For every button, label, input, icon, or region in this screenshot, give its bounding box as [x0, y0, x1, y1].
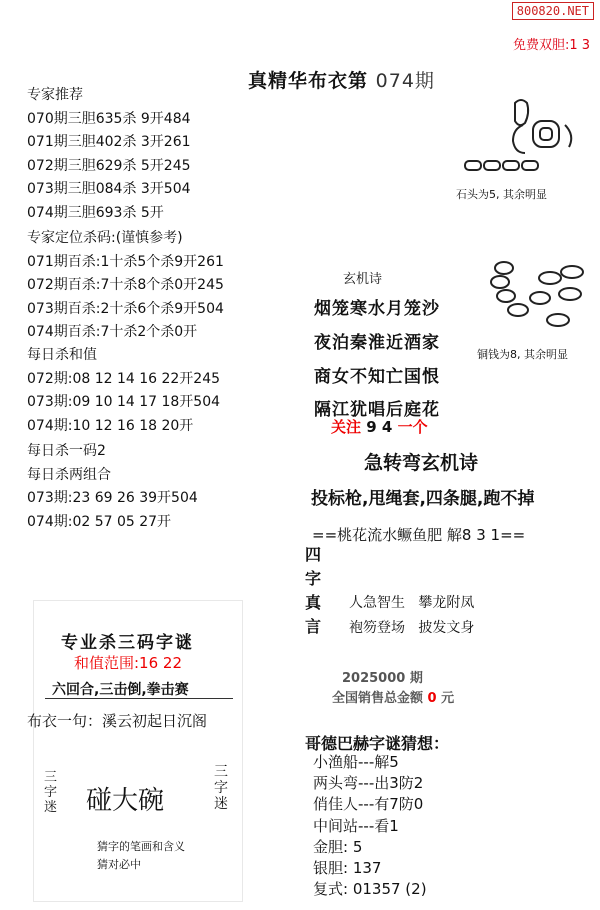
divider: [45, 698, 233, 699]
mystic-line: 隔江犹唱后庭花: [314, 400, 440, 420]
title-issue: 074期: [375, 70, 435, 92]
side-label-left: [44, 770, 57, 815]
daily-sum-line: 074期:10 12 16 18 20开: [27, 417, 194, 434]
daily-one-text: 每日杀一码2: [27, 443, 106, 459]
daily-two-line: 073期:23 69 26 39开504: [27, 490, 198, 506]
expert-line: 073期三胆084杀 3开504: [27, 181, 191, 197]
expert-heading: 专家推荐: [27, 87, 83, 103]
position-kill-line: 074期百杀:7十杀2个杀0开: [27, 324, 198, 340]
expert-section: [27, 84, 191, 225]
stone-shape: [513, 125, 525, 153]
coin-shape: [539, 272, 561, 284]
coin-shape: [491, 276, 509, 288]
mystic-focus: [331, 416, 428, 437]
title-text: 真精华布衣第: [248, 70, 369, 92]
four-word-char: 四: [305, 545, 322, 564]
four-word-char: 字: [305, 569, 322, 588]
sales-total: [332, 687, 454, 706]
goethe-line: 两头弯---出3防2: [313, 774, 424, 793]
expert-line: 074期三胆693杀 5开: [27, 204, 164, 221]
mystic-line: 烟笼寒水月笼沙: [314, 299, 440, 319]
daily-sum-line: 073期:09 10 14 17 18开504: [27, 394, 221, 410]
turn-poem-line: 投标枪,甩绳套,四条腿,跑不掉: [311, 489, 535, 509]
mystic-heading: 玄机诗: [343, 272, 383, 287]
riddle-center-word: 碰大碗: [86, 786, 165, 816]
position-kill-section: [27, 227, 224, 345]
expert-line: 071期三胆402杀 3开261: [27, 134, 191, 150]
daily-two-line: 074期:02 57 05 27开: [27, 513, 172, 530]
goethe-line: 中间站---看1: [313, 816, 399, 835]
stone-shape: [515, 100, 528, 125]
four-word-row: [349, 617, 474, 637]
pro-riddle-range: 和值范围:16 22: [74, 654, 182, 672]
goethe-list: [313, 752, 427, 900]
coin-shape: [547, 314, 569, 326]
stone-shape: [503, 161, 519, 170]
four-word-row: [349, 592, 474, 612]
daily-kill-section: [27, 440, 198, 534]
four-word-phrase: 披发文身: [418, 620, 475, 636]
expert-line: 072期三胆629杀 5开245: [27, 157, 191, 174]
coin-shape: [530, 292, 550, 304]
free-double-text: 免费双胆:1 3: [512, 38, 590, 53]
riddle-hint: 猜对必中: [97, 858, 141, 871]
side-char: 字: [44, 785, 58, 800]
side-char: 三: [44, 770, 58, 785]
four-word-phrase: 袍笏登场: [349, 620, 405, 636]
daily-sum-heading: 每日杀和值: [27, 347, 97, 363]
stone-illustration: [455, 95, 585, 180]
turn-poem-heading: 急转弯玄机诗: [364, 452, 479, 474]
goethe-line: 俏佳人---有7防0: [313, 795, 424, 814]
coin-caption: 铜钱为8, 其余明显: [477, 348, 568, 361]
daily-sum-section: [27, 344, 220, 438]
coin-illustration: [478, 258, 593, 343]
stone-shape: [465, 161, 481, 170]
site-badge[interactable]: 800820.NET: [512, 2, 594, 20]
goethe-line: 复式: 01357 (2): [313, 880, 427, 899]
pro-riddle-line2: 布衣一句：溪云初起日沉阁: [27, 712, 208, 730]
goethe-line: 银胆: 137: [313, 859, 382, 878]
stone-shape: [484, 161, 500, 170]
pro-riddle-line1: 六回合,三击倒,拳击赛: [52, 682, 189, 698]
riddle-hint: 猜字的笔画和含义: [97, 840, 185, 853]
stone-shape: [522, 161, 538, 170]
mystic-line: 商女不知亡国恨: [314, 367, 440, 387]
side-char: 迷: [214, 796, 228, 812]
pro-riddle-heading: 专业杀三码字谜: [61, 633, 194, 653]
four-word-phrase: 攀龙附凤: [418, 595, 475, 611]
goethe-line: 金胆: 5: [313, 837, 363, 856]
focus-label: 关注: [331, 418, 362, 436]
four-word-char: 言: [305, 617, 322, 636]
position-kill-line: 073期百杀:2十杀6个杀9开504: [27, 300, 224, 317]
four-word-vertical: [305, 543, 321, 639]
coin-shape: [495, 262, 513, 274]
coin-shape: [508, 304, 528, 316]
coin-shape: [561, 266, 583, 278]
position-kill-line: 072期百杀:7十杀8个杀0开245: [27, 277, 224, 293]
side-char: 三: [214, 764, 228, 780]
focus-tail: 一个: [397, 418, 428, 436]
side-char: 字: [214, 780, 228, 796]
expert-line: 070期三胆635杀 9开484: [27, 110, 191, 127]
sales-label: 全国销售总金额: [332, 691, 424, 706]
position-kill-heading: 专家定位杀码:(谨慎参考): [27, 230, 183, 246]
peach-line: ==桃花流水鳜鱼肥 解8 3 1==: [312, 526, 526, 544]
sales-unit: 元: [441, 691, 455, 706]
daily-sum-line: 072期:08 12 14 16 22开245: [27, 370, 221, 387]
four-word-phrase: 人急智生: [349, 595, 405, 611]
mystic-line: 夜泊秦淮近酒家: [314, 333, 440, 353]
stone-shape: [540, 128, 552, 140]
focus-numbers: 9 4: [366, 418, 393, 436]
four-word-char: 真: [305, 593, 322, 612]
sales-amount: 0: [427, 691, 437, 706]
coin-shape: [559, 288, 581, 300]
side-label-right: [214, 764, 228, 812]
daily-two-heading: 每日杀两组合: [27, 466, 111, 483]
sales-issue: 2025000 期: [342, 671, 423, 686]
goethe-line: 小渔船---解5: [313, 753, 399, 771]
stone-caption: 石头为5, 其余明显: [456, 188, 547, 201]
coin-shape: [497, 290, 515, 302]
page-title: [248, 66, 435, 93]
goethe-heading: 哥德巴赫字谜猜想：: [305, 734, 450, 753]
side-char: 迷: [44, 800, 58, 815]
position-kill-line: 071期百杀:1十杀5个杀9开261: [27, 253, 224, 270]
stone-shape: [565, 125, 571, 147]
